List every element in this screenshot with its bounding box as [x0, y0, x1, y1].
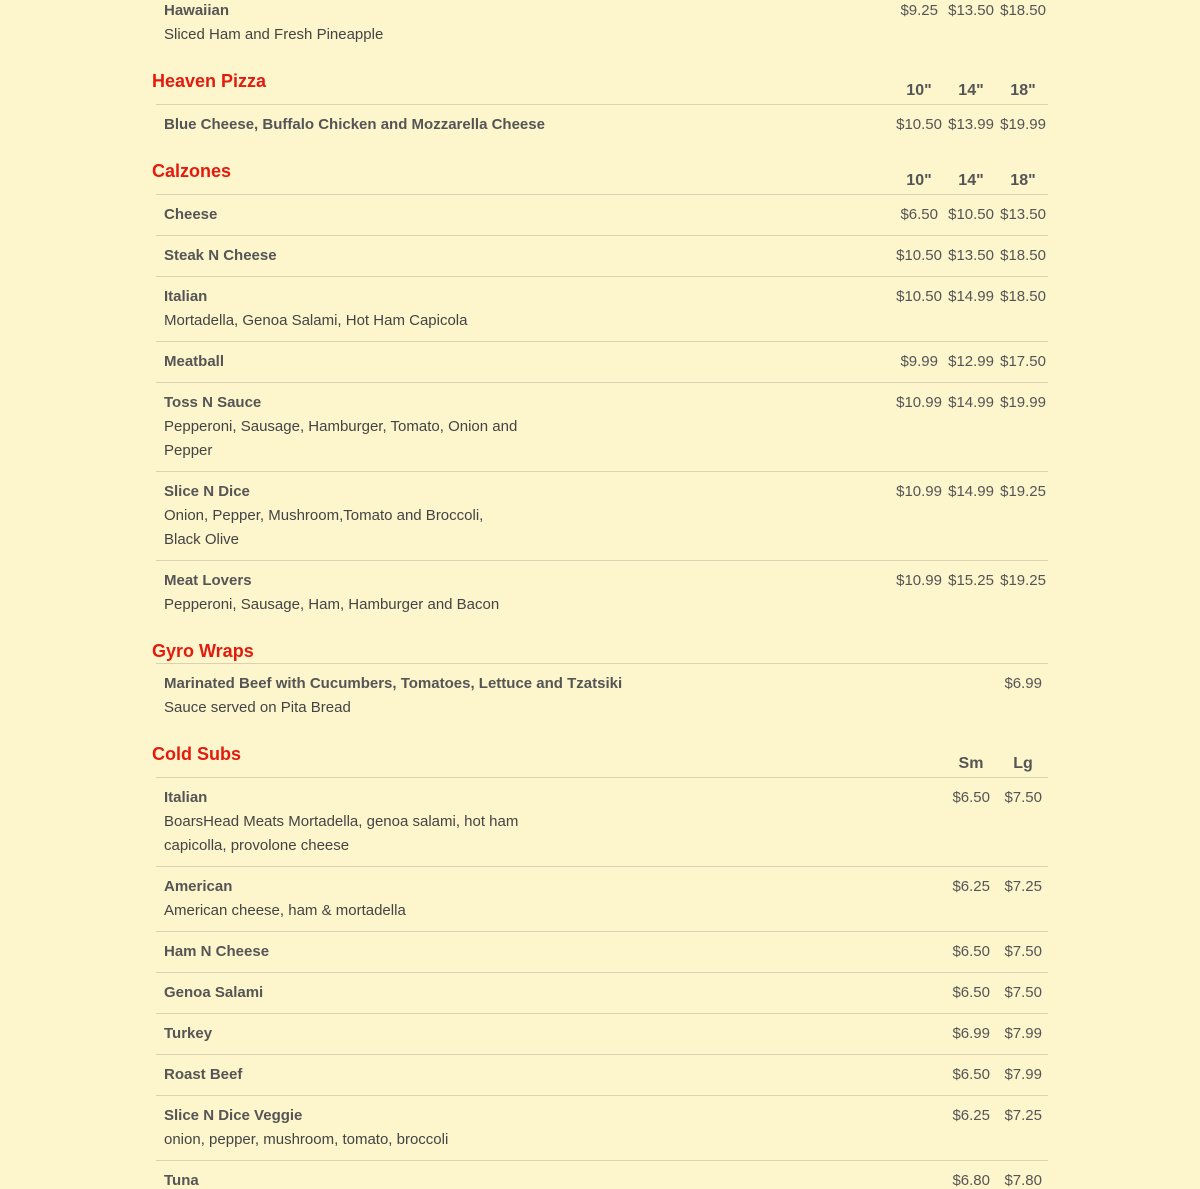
item-price: $7.80: [1004, 1172, 1042, 1189]
item-price: $14.99: [948, 288, 994, 305]
item-price: $7.50: [1004, 943, 1042, 960]
item-name: Toss N Sauce: [164, 394, 262, 411]
item-description: Sliced Ham and Fresh Pineapple: [164, 26, 384, 43]
item-name: Ham N Cheese: [164, 943, 270, 960]
item-description: Mortadella, Genoa Salami, Hot Ham Capicola: [164, 312, 468, 329]
divider: [156, 777, 1048, 778]
item-price: $10.99: [896, 483, 942, 500]
size-header: 14": [958, 82, 984, 99]
item-price: $14.99: [948, 394, 994, 411]
item-name: Steak N Cheese: [164, 247, 277, 264]
item-name: Meat Lovers: [164, 572, 252, 589]
size-header: Lg: [1013, 755, 1033, 772]
item-price: $7.50: [1004, 789, 1042, 806]
item-price: $6.25: [952, 1107, 990, 1124]
item-price: $15.25: [948, 572, 994, 589]
divider: [156, 1013, 1048, 1014]
item-description: Sauce served on Pita Bread: [164, 699, 351, 716]
divider: [156, 1054, 1048, 1055]
item-price: $7.50: [1004, 984, 1042, 1001]
item-price: $18.50: [1000, 2, 1046, 19]
item-price: $6.99: [952, 1025, 990, 1042]
item-price: $7.99: [1004, 1066, 1042, 1083]
item-price: $6.25: [952, 878, 990, 895]
item-price: $17.50: [1000, 353, 1046, 370]
size-header: Sm: [958, 755, 984, 772]
size-header: 10": [906, 82, 932, 99]
divider: [156, 972, 1048, 973]
item-price: $6.50: [952, 789, 990, 806]
item-name: Blue Cheese, Buffalo Chicken and Mozzarella Cheese: [164, 116, 545, 133]
section-title-calzones: Calzones: [152, 161, 232, 181]
item-description: Pepperoni, Sausage, Hamburger, Tomato, Onion and Pepper: [164, 418, 518, 459]
divider: [156, 560, 1048, 561]
divider: [156, 471, 1048, 472]
item-price: $10.99: [896, 572, 942, 589]
divider: [156, 1095, 1048, 1096]
item-name: Hawaiian: [164, 2, 230, 19]
item-price: $6.99: [1004, 675, 1042, 692]
divider: [156, 663, 1048, 664]
item-price: $6.50: [952, 943, 990, 960]
item-price: $7.99: [1004, 1025, 1042, 1042]
divider: [156, 931, 1048, 932]
item-price: $6.50: [952, 1066, 990, 1083]
section-title-gyro-wraps: Gyro Wraps: [152, 641, 254, 661]
item-price: $10.50: [896, 116, 942, 133]
item-price: $18.50: [1000, 288, 1046, 305]
item-price: $13.50: [948, 2, 994, 19]
item-description: Pepperoni, Sausage, Ham, Hamburger and Bacon: [164, 596, 500, 613]
item-price: $19.99: [1000, 116, 1046, 133]
item-price: $10.99: [896, 394, 942, 411]
item-price: $19.25: [1000, 572, 1046, 589]
item-name: Tuna: [164, 1172, 199, 1189]
item-price: $19.25: [1000, 483, 1046, 500]
item-name: Cheese: [164, 206, 218, 223]
divider: [156, 104, 1048, 105]
item-name: Italian: [164, 288, 208, 305]
item-name: Turkey: [164, 1025, 213, 1042]
item-name: Marinated Beef with Cucumbers, Tomatoes, Lettuce and Tzatsiki: [164, 675, 623, 692]
item-price: $13.99: [948, 116, 994, 133]
size-header: 18": [1010, 82, 1036, 99]
divider: [156, 341, 1048, 342]
divider: [156, 866, 1048, 867]
item-price: $10.50: [948, 206, 994, 223]
item-price: $6.50: [900, 206, 938, 223]
item-description: BoarsHead Meats Mortadella, genoa salami, hot ham capicolla, provolone cheese: [164, 813, 519, 854]
size-header: 14": [958, 172, 984, 189]
item-price: $9.25: [900, 2, 938, 19]
item-name: Slice N Dice: [164, 483, 250, 500]
section-title-heaven-pizza: Heaven Pizza: [152, 71, 267, 91]
divider: [156, 1160, 1048, 1161]
section-title-cold-subs: Cold Subs: [152, 744, 241, 764]
item-price: $14.99: [948, 483, 994, 500]
item-price: $18.50: [1000, 247, 1046, 264]
item-price: $6.80: [952, 1172, 990, 1189]
item-price: $7.25: [1004, 1107, 1042, 1124]
item-price: $10.50: [896, 247, 942, 264]
item-name: Slice N Dice Veggie: [164, 1107, 303, 1124]
item-name: Meatball: [164, 353, 225, 370]
size-header: 10": [906, 172, 932, 189]
item-price: $6.50: [952, 984, 990, 1001]
item-description: onion, pepper, mushroom, tomato, broccoli: [164, 1131, 449, 1148]
divider: [156, 235, 1048, 236]
size-header: 18": [1010, 172, 1036, 189]
item-price: $12.99: [948, 353, 994, 370]
item-name: Roast Beef: [164, 1066, 243, 1083]
divider: [156, 276, 1048, 277]
item-name: Italian: [164, 789, 208, 806]
divider: [156, 194, 1048, 195]
item-price: $9.99: [900, 353, 938, 370]
item-description: Onion, Pepper, Mushroom,Tomato and Broccoli, Black Olive: [164, 507, 484, 548]
item-price: $13.50: [948, 247, 994, 264]
item-price: $13.50: [1000, 206, 1046, 223]
item-name: Genoa Salami: [164, 984, 264, 1001]
item-price: $10.50: [896, 288, 942, 305]
item-price: $7.25: [1004, 878, 1042, 895]
divider: [156, 382, 1048, 383]
item-description: American cheese, ham & mortadella: [164, 902, 406, 919]
item-name: American: [164, 878, 233, 895]
item-price: $19.99: [1000, 394, 1046, 411]
